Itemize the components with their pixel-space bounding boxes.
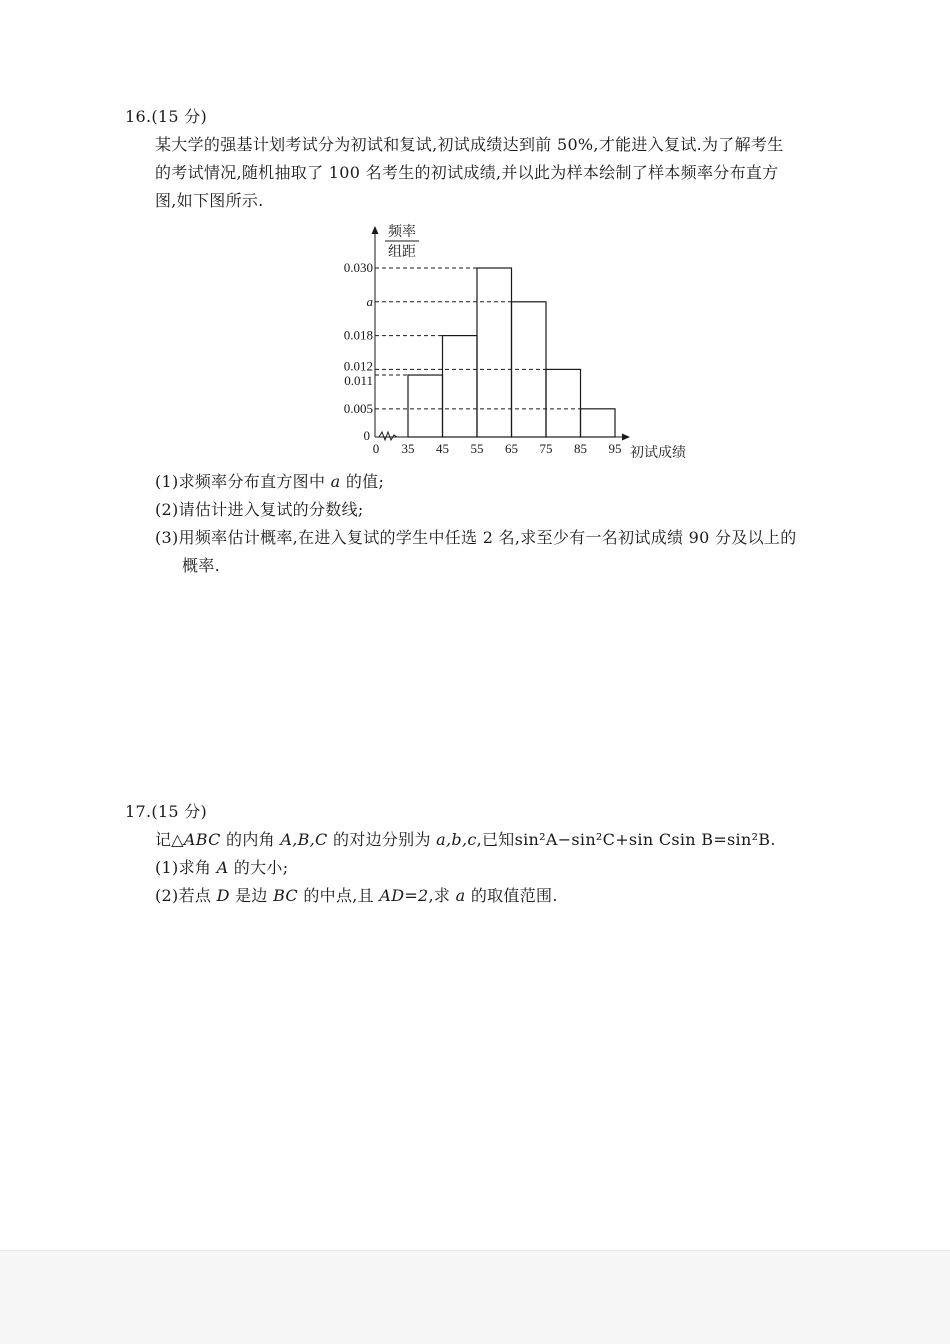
y-axis-label-bottom: 组距 xyxy=(388,245,416,260)
x-axis-arrow xyxy=(622,434,630,441)
histogram-bar-6 xyxy=(581,409,616,437)
q17-stem-sides: a,b,c xyxy=(436,830,477,849)
x-tick-label-2: 45 xyxy=(436,441,449,456)
q17-sub2-bc: BC xyxy=(273,886,298,905)
axis-break-mark xyxy=(379,432,397,440)
histogram-bar-1 xyxy=(408,375,443,437)
q17-sub2 xyxy=(155,886,558,906)
q17-stem-mid3: ,已知 xyxy=(476,830,515,849)
x-tick-label-7: 95 xyxy=(608,441,622,456)
q16-sub1-prefix: (1)求频率分布直方图中 xyxy=(155,472,331,491)
q17-sub2-suffix: 的取值范围. xyxy=(465,886,558,905)
q16-sub1 xyxy=(155,472,384,492)
q16-sub3-line1: (3)用频率估计概率,在进入复试的学生中任选 2 名,求至少有一名初试成绩 90 分及以上的 xyxy=(155,528,797,547)
q16-header: 16.(15 分) xyxy=(125,107,208,126)
y-tick-label-5: 0.011 xyxy=(344,373,373,389)
y-tick-label-3: 0.018 xyxy=(343,327,373,343)
q16-sub2: (2)请估计进入复试的分数线; xyxy=(155,500,364,519)
q17-sub1-var: A xyxy=(216,858,229,877)
q16-sub1-var: a xyxy=(330,472,341,491)
q17-sub1-prefix: (1)求角 xyxy=(155,858,217,877)
y-axis-label-top: 频率 xyxy=(388,225,416,240)
q17-header: 17.(15 分) xyxy=(125,802,208,821)
q17-sub1 xyxy=(155,858,288,878)
x-tick-label-1: 35 xyxy=(401,441,415,456)
x-axis-label: 初试成绩 xyxy=(630,446,686,461)
x-tick-label-3: 55 xyxy=(470,441,484,456)
page-bottom-band xyxy=(0,1250,950,1344)
q17-stem xyxy=(155,830,776,850)
q16-intro-line1: 某大学的强基计划考试分为初试和复试,初试成绩达到前 50%,才能进入复试.为了解考生 xyxy=(155,135,784,154)
x-tick-label-5: 75 xyxy=(539,441,553,456)
q17-sub2-mid2: 的中点,且 xyxy=(297,886,380,905)
y-tick-label-6: 0.005 xyxy=(343,400,373,416)
x-origin-label: 0 xyxy=(372,441,380,456)
q17-sub2-mid: 是边 xyxy=(229,886,274,905)
q17-stem-equation: sin²A−sin²C+sin Csin B=sin²B. xyxy=(514,830,776,849)
q16-intro-line2: 的考试情况,随机抽取了 100 名考生的初试成绩,并以此为样本绘制了样本频率分布直方 xyxy=(155,163,779,182)
q17-sub1-suffix: 的大小; xyxy=(228,858,289,877)
histogram-bar-5 xyxy=(546,369,581,437)
q17-stem-abc: ABC xyxy=(183,830,221,849)
q17-sub2-a: a xyxy=(455,886,466,905)
x-tick-label-4: 65 xyxy=(505,441,518,456)
histogram-bar-3 xyxy=(477,268,512,437)
q17-sub2-ad: AD=2 xyxy=(379,886,429,905)
q16-intro-line3: 图,如下图所示. xyxy=(155,191,264,210)
q16-sub1-suffix: 的值; xyxy=(340,472,385,491)
q17-stem-mid2: 的对边分别为 xyxy=(327,830,437,849)
frequency-histogram xyxy=(330,218,710,468)
y-tick-label-2: a xyxy=(366,293,373,309)
histogram-bar-2 xyxy=(443,336,478,437)
y-tick-label-1: 0.030 xyxy=(343,260,373,275)
q17-sub2-d: D xyxy=(216,886,230,905)
q17-sub2-prefix: (2)若点 xyxy=(155,886,217,905)
q17-stem-angles: A,B,C xyxy=(280,830,328,849)
q16-sub3-line2: 概率. xyxy=(182,556,220,575)
q17-stem-mid: 的内角 xyxy=(220,830,281,849)
x-tick-label-6: 85 xyxy=(574,441,587,456)
y-origin-label: 0 xyxy=(363,428,370,443)
y-axis-arrow xyxy=(372,226,379,234)
q17-stem-prefix: 记△ xyxy=(155,830,184,849)
histogram-svg xyxy=(330,218,710,468)
q17-sub2-mid3: ,求 xyxy=(428,886,456,905)
y-tick-label-4: 0.012 xyxy=(343,358,373,374)
